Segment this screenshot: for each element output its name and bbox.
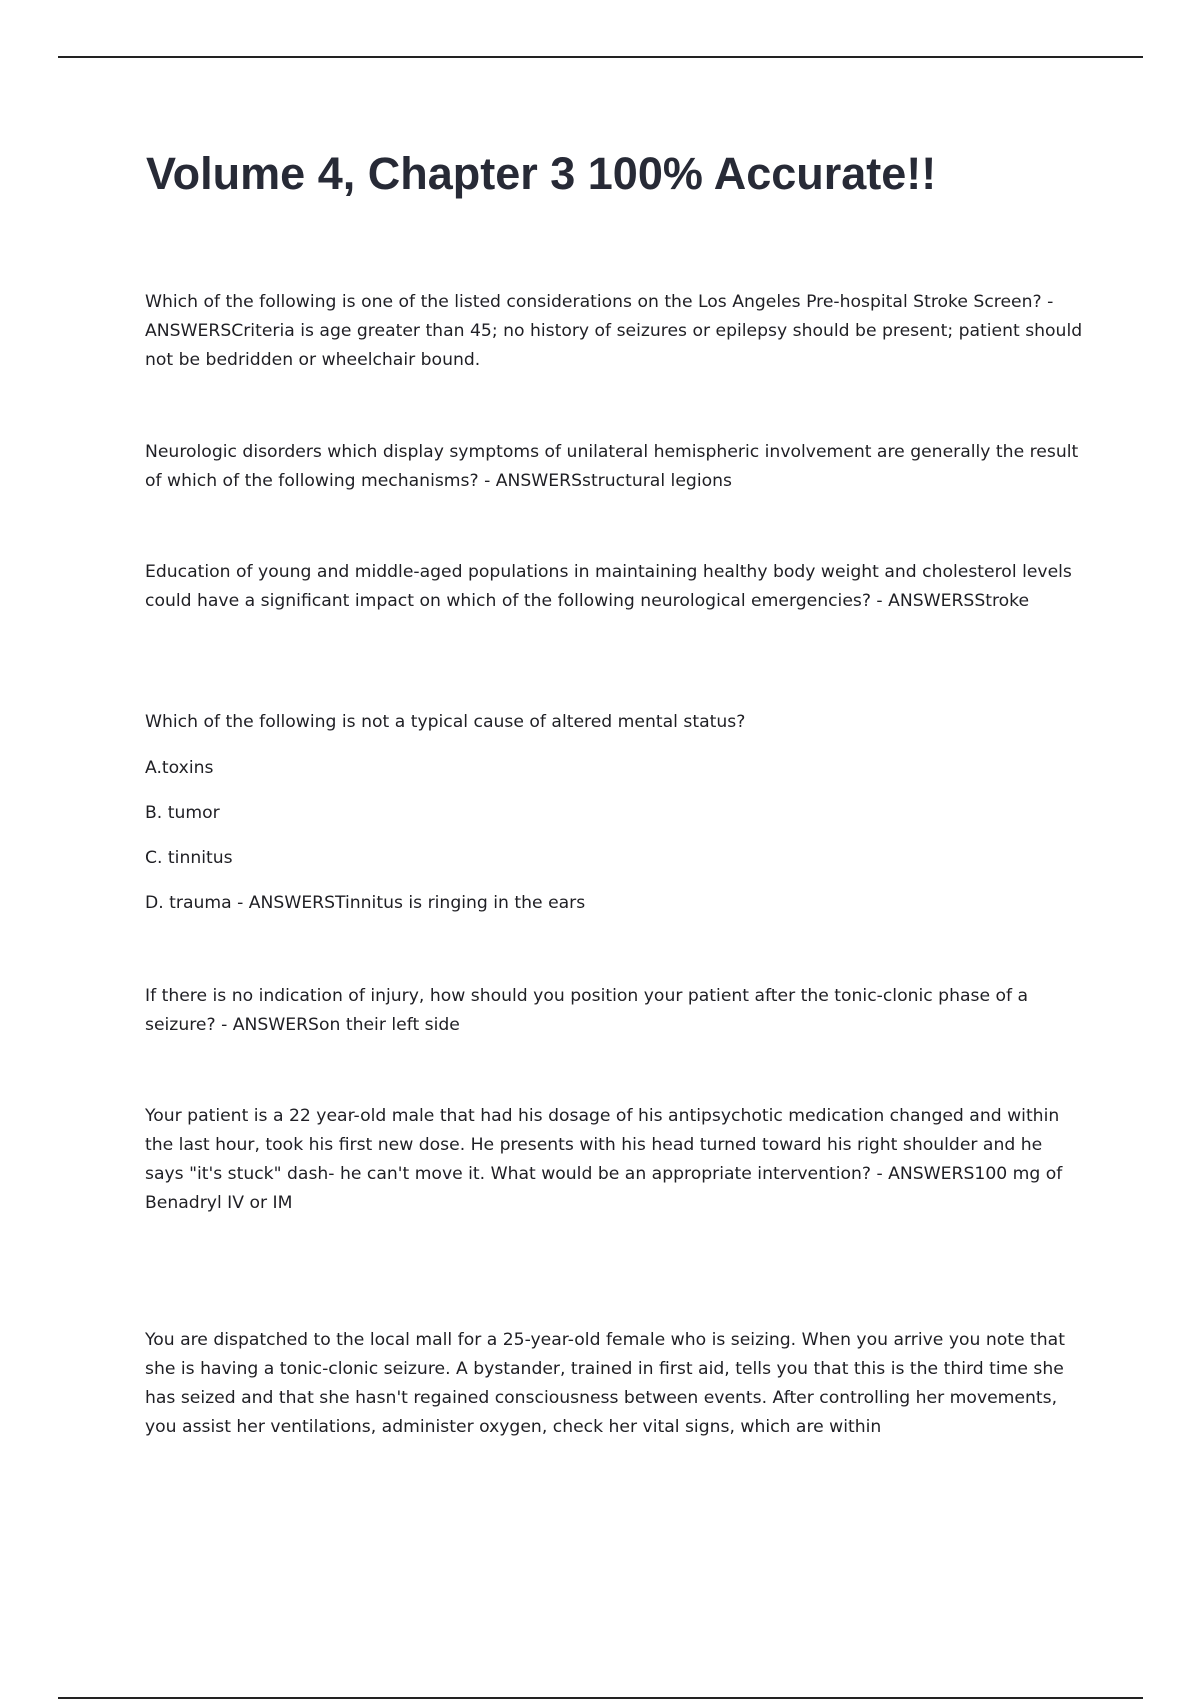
qa-item-4-text: Which of the following is not a typical cause of altered mental status? bbox=[145, 712, 746, 732]
qa-item-1-text: Which of the following is one of the listed considerations on the Los Angeles Pre-hospital Stroke Screen? - ANSWERSCriteria is age greater than 45; no history of seizures or epilepsy should be present; patient should not be bedridden or wheelchair bound. bbox=[145, 292, 1083, 370]
qa-item-4-option-c: C. tinnitus bbox=[145, 848, 233, 868]
qa-item-7 bbox=[145, 1326, 1085, 1442]
qa-item-5-text: If there is no indication of injury, how should you position your patient after the tonic-clonic phase of a seizure? - ANSWERSon their left side bbox=[145, 986, 1029, 1035]
qa-item-4 bbox=[145, 708, 1085, 737]
qa-item-4-option-b: B. tumor bbox=[145, 803, 220, 823]
qa-item-1 bbox=[145, 288, 1085, 375]
page-title: Volume 4, Chapter 3 100% Accurate!! bbox=[146, 148, 937, 199]
top-rule bbox=[58, 56, 1143, 58]
qa-item-4-option-d: D. trauma - ANSWERSTinnitus is ringing in the ears bbox=[145, 893, 586, 913]
qa-item-3-text: Education of young and middle-aged populations in maintaining healthy body weight and cholesterol levels could have a significant impact on which of the following neurological emergencies? - ANSWERSStroke bbox=[145, 562, 1072, 611]
bottom-rule bbox=[58, 1697, 1143, 1699]
qa-item-4-option-a: A.toxins bbox=[145, 758, 214, 778]
qa-item-6 bbox=[145, 1102, 1085, 1218]
qa-item-2-text: Neurologic disorders which display symptoms of unilateral hemispheric involvement are generally the result of which of the following mechanisms? - ANSWERSstructural legions bbox=[145, 442, 1079, 491]
qa-item-7-text: You are dispatched to the local mall for a 25-year-old female who is seizing. When you arrive you note that she is having a tonic-clonic seizure. A bystander, trained in first aid, tells you that this is the third time she has seized and that she hasn't regained consciousness between events. After controlling her movements, you assist her ventilations, administer oxygen, check her vital signs, which are within bbox=[145, 1330, 1065, 1437]
qa-item-5 bbox=[145, 982, 1085, 1040]
qa-item-3 bbox=[145, 558, 1085, 616]
qa-item-6-text: Your patient is a 22 year-old male that had his dosage of his antipsychotic medication changed and within the last hour, took his first new dose. He presents with his head turned toward his right shoulder and he says "it's stuck" dash- he can't move it. What would be an appropriate intervention? - ANSWERS100 mg of Benadryl IV or IM bbox=[145, 1106, 1063, 1213]
qa-item-2 bbox=[145, 438, 1085, 496]
